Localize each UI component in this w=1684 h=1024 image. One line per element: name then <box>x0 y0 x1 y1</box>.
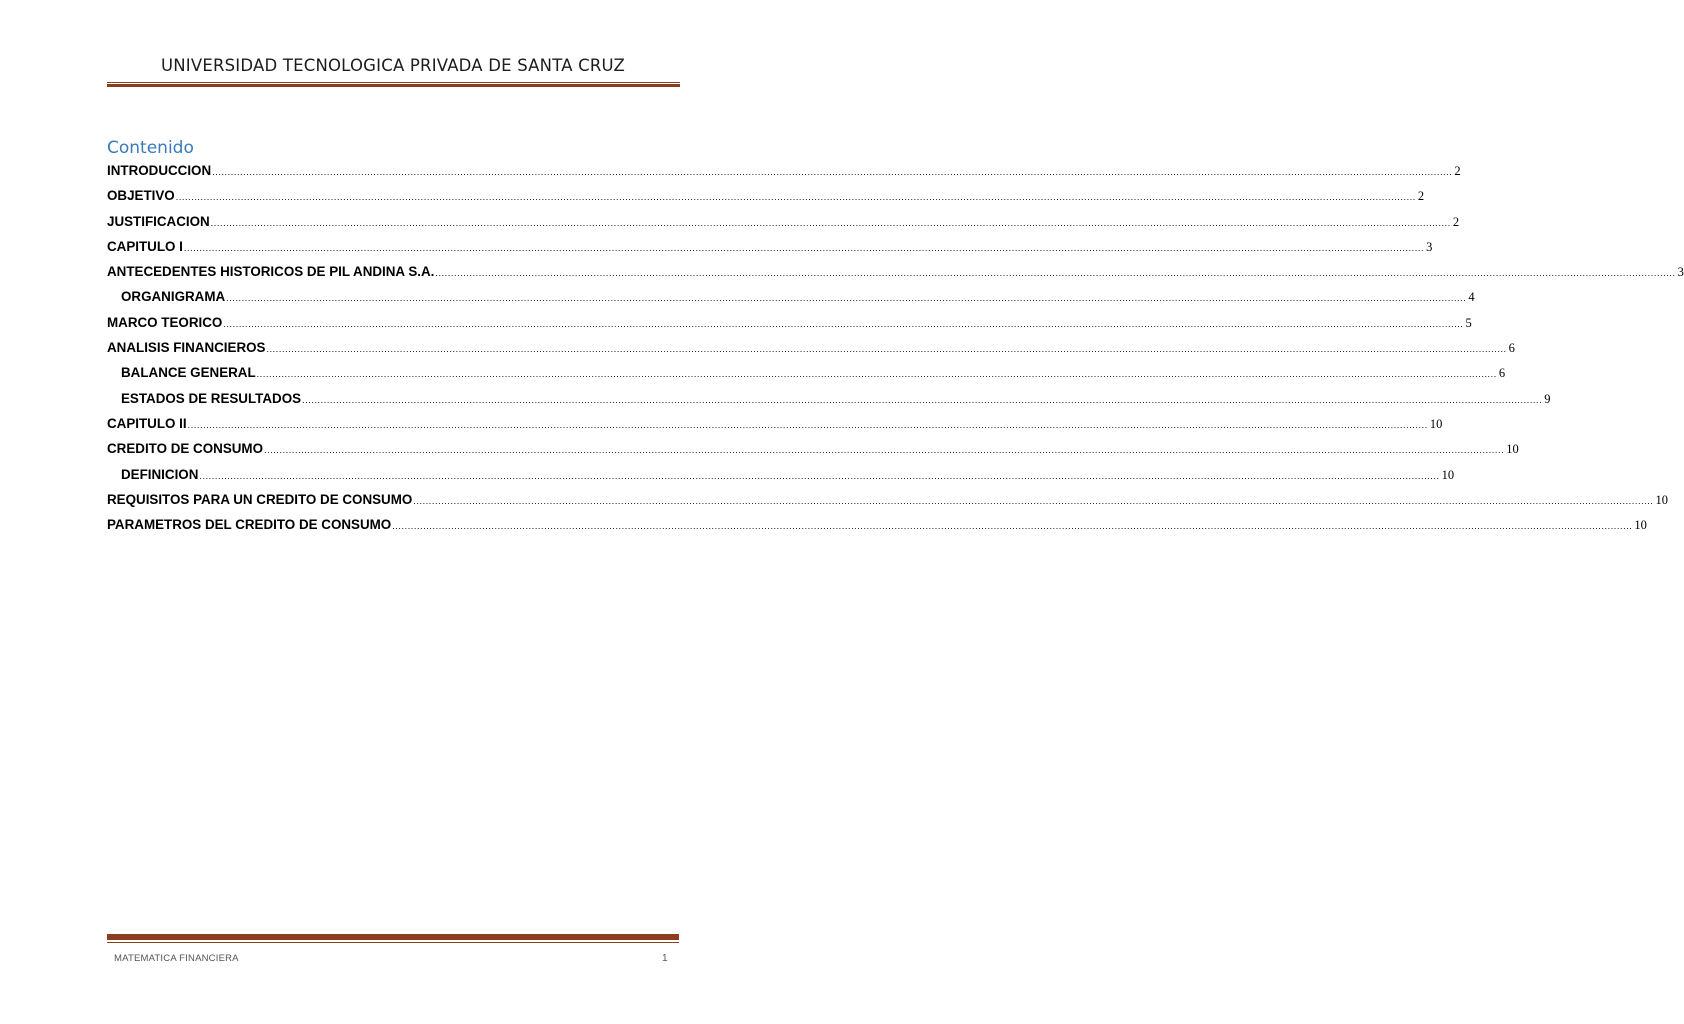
toc-entry-label: ESTADOS DE RESULTADOS <box>121 390 302 406</box>
footer-label: MATEMATICA FINANCIERA <box>114 953 239 964</box>
toc-entry-page: 10 <box>1634 518 1647 533</box>
toc-entry-page: 2 <box>1417 189 1425 204</box>
toc-entry-label: CAPITULO II <box>107 415 187 431</box>
toc-entry-label: CREDITO DE CONSUMO <box>107 441 263 457</box>
footer-rule <box>107 934 679 940</box>
toc-entry-label: REQUISITOS PARA UN CREDITO DE CONSUMO <box>107 491 413 507</box>
table-of-contents <box>107 163 1684 542</box>
toc-dot-leader: ................................................................................................................................................................................................................................................................................................................................................................................................................ <box>199 470 1440 481</box>
toc-entry-page: 2 <box>1452 214 1460 229</box>
toc-entry-page: 2 <box>1454 164 1461 178</box>
toc-entry[interactable] <box>107 415 1443 441</box>
toc-entry[interactable] <box>107 238 1433 264</box>
toc-entry-page: 4 <box>1468 290 1475 305</box>
toc-entry-label: PARAMETROS DEL CREDITO DE CONSUMO <box>107 517 392 533</box>
toc-entry-page: 3 <box>1677 265 1684 280</box>
toc-entry-page: 9 <box>1544 391 1551 406</box>
toc-dot-leader: ................................................................................................................................................................................................................................................................................................................................................................................................................ <box>435 268 1676 279</box>
toc-entry-page: 10 <box>1655 492 1668 507</box>
toc-entry[interactable] <box>107 264 1684 289</box>
toc-dot-leader: ................................................................................................................................................................................................................................................................................................................................................................................................................ <box>183 242 1425 253</box>
toc-dot-leader: ................................................................................................................................................................................................................................................................................................................................................................................................................ <box>256 369 1497 380</box>
toc-dot-leader: ................................................................................................................................................................................................................................................................................................................................................................................................................ <box>302 394 1543 405</box>
toc-entry-page: 3 <box>1426 239 1433 254</box>
toc-entry-page: 6 <box>1508 341 1515 356</box>
toc-dot-leader: ................................................................................................................................................................................................................................................................................................................................................................................................................ <box>413 495 1654 506</box>
toc-entry-label: BALANCE GENERAL <box>121 365 256 381</box>
toc-entry-label: INTRODUCCION <box>107 163 212 178</box>
toc-entry-page: 10 <box>1429 416 1443 431</box>
toc-entry-page: 10 <box>1441 467 1455 482</box>
toc-entry-page: 10 <box>1506 442 1519 457</box>
footer-rule-thin <box>107 942 679 943</box>
toc-entry[interactable] <box>107 340 1515 365</box>
header-rule <box>107 82 680 83</box>
toc-entry-label: MARCO TEORICO <box>107 314 223 330</box>
toc-entry[interactable] <box>107 491 1668 517</box>
toc-heading: Contenido <box>107 138 194 158</box>
toc-entry[interactable] <box>107 188 1425 213</box>
toc-entry[interactable] <box>107 213 1460 239</box>
toc-entry-label: JUSTIFICACION <box>107 213 210 229</box>
toc-entry-page: 6 <box>1498 366 1506 381</box>
toc-entry-label: ORGANIGRAMA <box>121 289 226 305</box>
header-title: UNIVERSIDAD TECNOLOGICA PRIVADA DE SANTA CRUZ <box>160 56 626 75</box>
toc-dot-leader: ................................................................................................................................................................................................................................................................................................................................................................................................................ <box>264 445 1505 456</box>
toc-entry[interactable] <box>107 163 1461 188</box>
toc-entry-label: DEFINICION <box>121 466 199 482</box>
toc-entry-label: ANTECEDENTES HISTORICOS DE PIL ANDINA S.A. <box>107 264 435 280</box>
toc-entry-label: OBJETIVO <box>107 188 175 204</box>
toc-entry[interactable] <box>107 390 1551 416</box>
toc-entry[interactable] <box>107 517 1647 542</box>
toc-entry-label: CAPITULO I <box>107 238 183 254</box>
toc-dot-leader: ................................................................................................................................................................................................................................................................................................................................................................................................................ <box>223 318 1464 329</box>
toc-dot-leader: ................................................................................................................................................................................................................................................................................................................................................................................................................ <box>212 167 1453 177</box>
toc-entry[interactable] <box>107 441 1519 466</box>
toc-dot-leader: ................................................................................................................................................................................................................................................................................................................................................................................................................ <box>392 521 1633 532</box>
header-rule-thick <box>107 84 680 87</box>
toc-entry-page: 5 <box>1465 315 1472 330</box>
toc-entry[interactable] <box>107 365 1506 390</box>
toc-entry[interactable] <box>107 289 1475 314</box>
toc-entry[interactable] <box>107 314 1472 340</box>
toc-entry[interactable] <box>107 466 1455 492</box>
toc-dot-leader: ................................................................................................................................................................................................................................................................................................................................................................................................................ <box>226 293 1467 304</box>
toc-dot-leader: ................................................................................................................................................................................................................................................................................................................................................................................................................ <box>175 192 1416 203</box>
toc-dot-leader: ................................................................................................................................................................................................................................................................................................................................................................................................................ <box>187 419 1428 430</box>
toc-dot-leader: ................................................................................................................................................................................................................................................................................................................................................................................................................ <box>266 344 1507 355</box>
footer-page-number: 1 <box>662 953 668 964</box>
toc-entry-label: ANALISIS FINANCIEROS <box>107 340 266 356</box>
toc-dot-leader: ................................................................................................................................................................................................................................................................................................................................................................................................................ <box>210 217 1451 228</box>
